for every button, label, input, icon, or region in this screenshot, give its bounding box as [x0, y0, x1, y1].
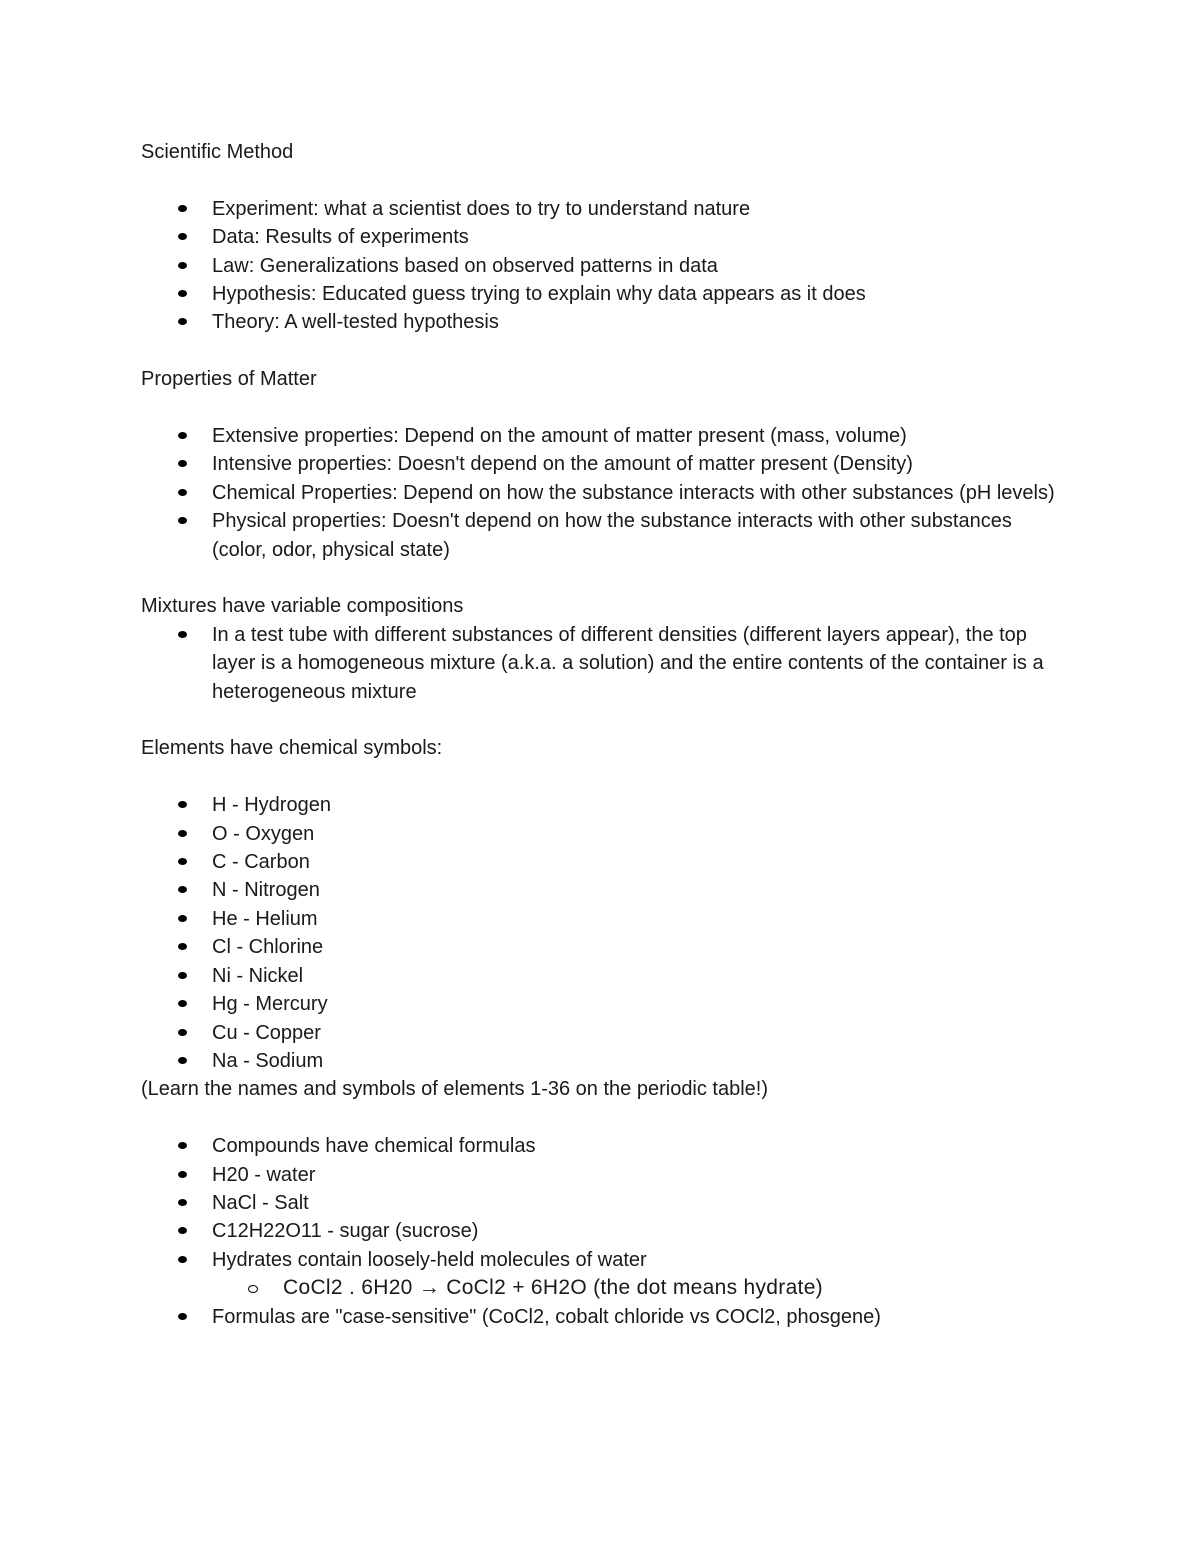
hydrates-sublist [212, 1274, 1071, 1302]
spacer [141, 394, 1071, 422]
list-item: Cl - Chlorine [212, 933, 1071, 961]
list-item: Theory: A well-tested hypothesis [212, 308, 1071, 336]
list-item: Data: Results of experiments [212, 223, 1071, 251]
section-heading-properties-of-matter: Properties of Matter [141, 368, 317, 391]
scientific-method-list [141, 195, 1071, 337]
list-item: He - Helium [212, 905, 1071, 933]
list-item: Experiment: what a scientist does to try to understand nature [212, 195, 1071, 223]
section-heading-mixtures: Mixtures have variable compositions [141, 595, 464, 618]
list-item: Formulas are "case-sensitive" (CoCl2, cobalt chloride vs COCl2, phosgene) [212, 1303, 1071, 1331]
list-item: O - Oxygen [212, 820, 1071, 848]
list-item: Ni - Nickel [212, 962, 1071, 990]
document-page [141, 138, 1071, 1331]
compounds-list [141, 1132, 1071, 1331]
section-heading-elements: Elements have chemical symbols: [141, 737, 443, 760]
list-item: Intensive properties: Doesn't depend on the amount of matter present (Density) [212, 450, 1071, 478]
sub-list-item: CoCl2 . 6H20 → CoCl2 + 6H2O (the dot means hydrate) [283, 1274, 1071, 1302]
list-item [212, 1246, 1071, 1303]
list-item: H - Hydrogen [212, 791, 1071, 819]
hydrates-text: Hydrates contain loosely-held molecules of water [212, 1248, 647, 1271]
spacer [141, 706, 1071, 734]
elements-note: (Learn the names and symbols of elements 1-36 on the periodic table!) [141, 1078, 769, 1101]
list-item: NaCl - Salt [212, 1189, 1071, 1217]
elements-list [141, 791, 1071, 1075]
list-item: Physical properties: Doesn't depend on how the substance interacts with other substances (color, odor, physical state) [212, 507, 1071, 564]
properties-list [141, 422, 1071, 564]
mixtures-list [141, 621, 1071, 706]
list-item: Extensive properties: Depend on the amount of matter present (mass, volume) [212, 422, 1071, 450]
section-heading-scientific-method: Scientific Method [141, 141, 294, 163]
list-item: Cu - Copper [212, 1019, 1071, 1047]
list-item: C12H22O11 - sugar (sucrose) [212, 1217, 1071, 1245]
spacer [141, 564, 1071, 592]
list-item: Hypothesis: Educated guess trying to explain why data appears as it does [212, 280, 1071, 308]
list-item: Na - Sodium [212, 1047, 1071, 1075]
spacer [141, 166, 1071, 194]
list-item: Chemical Properties: Depend on how the substance interacts with other substances (pH levels) [212, 479, 1071, 507]
spacer [141, 337, 1071, 365]
list-item: H20 - water [212, 1161, 1071, 1189]
list-item: In a test tube with different substances of different densities (different layers appear), the top layer is a homogeneous mixture (a.k.a. a solution) and the entire contents of the container is a heterogeneous mixture [212, 621, 1071, 706]
list-item: N - Nitrogen [212, 876, 1071, 904]
list-item: Hg - Mercury [212, 990, 1071, 1018]
spacer [141, 1104, 1071, 1132]
list-item: Compounds have chemical formulas [212, 1132, 1071, 1160]
spacer [141, 763, 1071, 791]
list-item: C - Carbon [212, 848, 1071, 876]
list-item: Law: Generalizations based on observed patterns in data [212, 252, 1071, 280]
